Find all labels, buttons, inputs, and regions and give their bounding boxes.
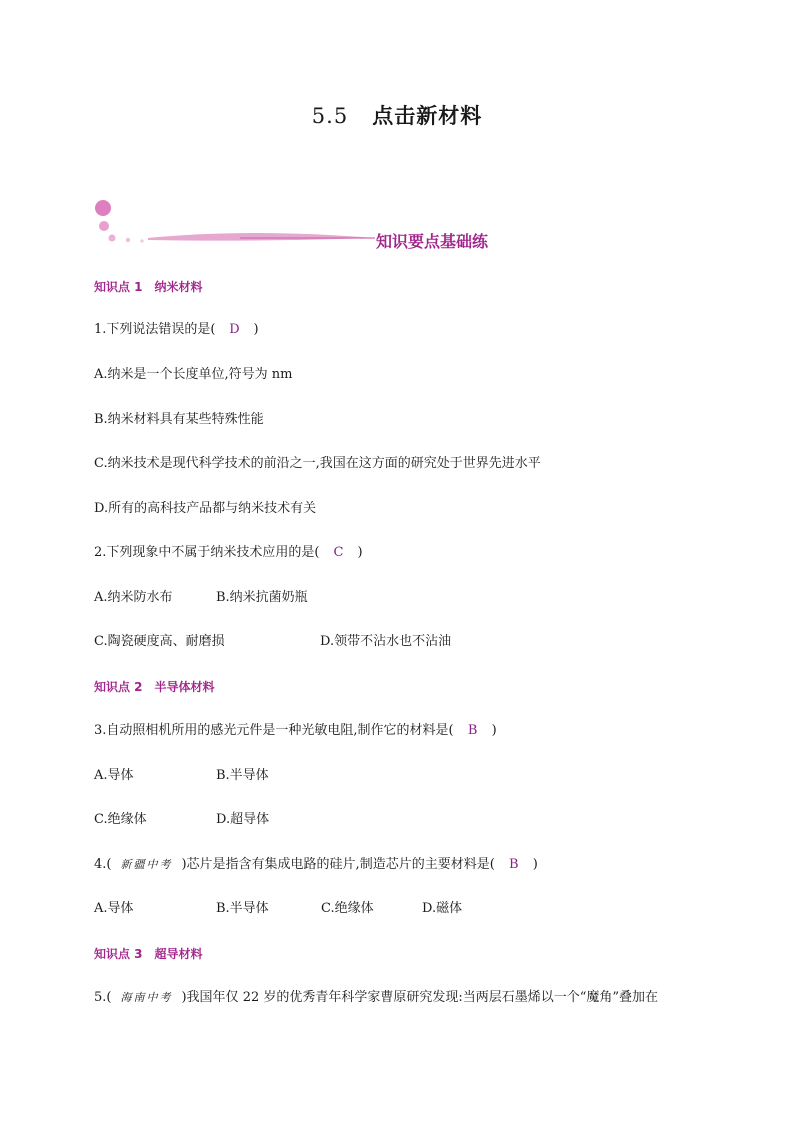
question-3-stem: 3.自动照相机所用的感光元件是一种光敏电阻,制作它的材料是( B ): [94, 723, 497, 738]
banner-dot-2: [140, 239, 143, 242]
question-2-stem: 2.下列现象中不属于纳米技术应用的是( C ): [94, 545, 363, 560]
section-heading-3: 知识点 3 超导材料: [94, 947, 203, 961]
question-2-options-row-1: [94, 589, 308, 607]
section-number: 5.5: [311, 104, 349, 128]
question-2-answer: C: [333, 545, 344, 560]
banner-small-circle: [109, 235, 116, 242]
question-1-option-a: A.纳米是一个长度单位,符号为 nm: [94, 367, 293, 382]
question-1-option-d: D.所有的高科技产品都与纳米技术有关: [94, 501, 317, 516]
banner-large-circle: [95, 200, 111, 216]
banner-label: 知识要点基础练: [376, 232, 489, 251]
question-3-options-row-1: [94, 767, 269, 785]
question-2-option-c: C.陶瓷硬度高、耐磨损: [94, 634, 225, 649]
question-4-stem: 4.( 新疆中考 )芯片是指含有集成电路的硅片,制造芯片的主要材料是( B ): [94, 857, 538, 872]
question-2-option-d: D.领带不沾水也不沾油: [320, 634, 452, 649]
question-1-option-b: B.纳米材料具有某些特殊性能: [94, 412, 264, 427]
banner-swoosh: [148, 233, 375, 241]
banner-medium-circle: [99, 221, 109, 231]
question-4-option-a: A.导体: [94, 901, 134, 916]
question-3-answer: B: [467, 723, 478, 738]
question-3-option-b: B.半导体: [216, 768, 269, 783]
question-4-option-d: D.磁体: [422, 901, 463, 916]
question-3-option-c: C.绝缘体: [94, 812, 147, 827]
question-3-options-row-2: [94, 811, 269, 829]
question-5-source: 海南中考: [120, 991, 173, 1004]
question-1-stem: 1.下列说法错误的是( D ): [94, 322, 259, 337]
question-1-answer: D: [229, 322, 240, 337]
question-3-option-a: A.导体: [94, 768, 134, 783]
question-3-option-d: D.超导体: [216, 812, 270, 827]
question-2-option-a: A.纳米防水布: [94, 590, 173, 605]
question-4-source: 新疆中考: [120, 858, 173, 871]
question-1-option-c: C.纳米技术是现代科学技术的前沿之一,我国在这方面的研究处于世界先进水平: [94, 456, 541, 471]
question-4-answer: B: [508, 857, 519, 872]
banner-dot-1: [126, 238, 130, 242]
question-4-option-b: B.半导体: [216, 901, 269, 916]
section-heading-1: 知识点 1 纳米材料: [94, 280, 203, 294]
section-heading-2: 知识点 2 半导体材料: [94, 680, 215, 694]
page-title: [0, 100, 794, 130]
question-4-options: [94, 900, 462, 918]
question-4-option-c: C.绝缘体: [321, 901, 374, 916]
question-5-stem: 5.( 海南中考 )我国年仅 22 岁的优秀青年科学家曹原研究发现:当两层石墨烯以一个“魔角”叠加在: [94, 990, 659, 1005]
section-title: 点击新材料: [372, 103, 483, 128]
question-2-option-b: B.纳米抗菌奶瓶: [216, 590, 308, 605]
question-2-options-row-2: [94, 633, 451, 651]
